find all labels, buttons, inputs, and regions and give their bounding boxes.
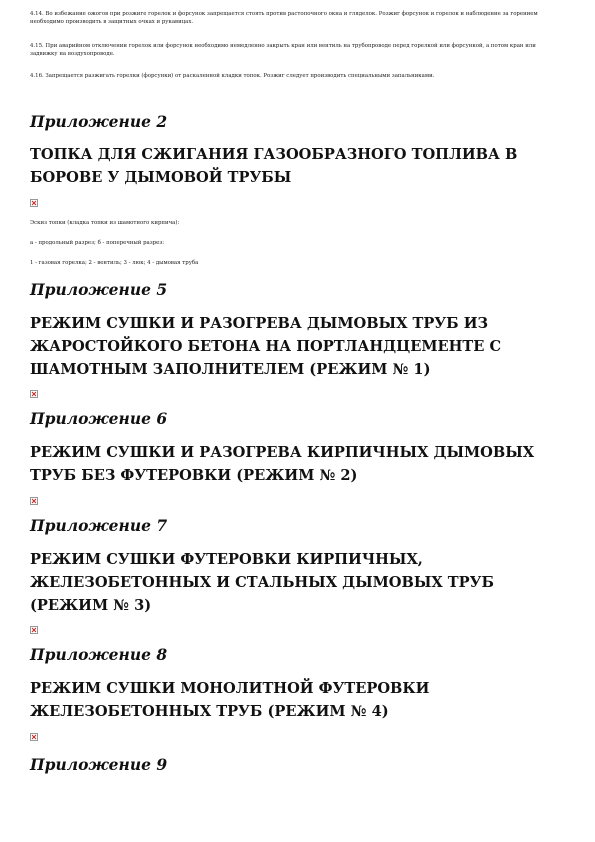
appendix-2-label: Приложение 2 [30, 112, 168, 131]
appendix-7-title: РЕЖИМ СУШКИ ФУТЕРОВКИ КИРПИЧНЫХ, ЖЕЛЕЗОБЕТОННЫХ И СТАЛЬНЫХ ДЫМОВЫХ ТРУБ (РЕЖИМ № 3) [30, 551, 494, 614]
paragraph-4-14: 4.14. Во избежание ожогов при розжиге горелок и форсунок запрещается стоять против растопочного окна и гляделок. Розжиг форсунок и горелок и наблюдение за горением необходимо производить в защитных очках и рукавицах. [30, 11, 538, 25]
appendix-2-title: ТОПКА ДЛЯ СЖИГАНИЯ ГАЗООБРАЗНОГО ТОПЛИВА В БОРОВЕ У ДЫМОВОЙ ТРУБЫ [30, 146, 518, 186]
appendix-6-title: РЕЖИМ СУШКИ И РАЗОГРЕВА КИРПИЧНЫХ ДЫМОВЫХ ТРУБ БЕЗ ФУТЕРОВКИ (РЕЖИМ № 2) [30, 444, 535, 484]
appendix-5-label: Приложение 5 [30, 280, 168, 299]
figure-caption: Эскиз топки (кладка топки из шамотного кирпича): [30, 220, 180, 226]
paragraph-4-15: 4.15. При аварийном отключении горелок или форсунок необходимо немедленно закрыть кран или вентиль на трубопроводе перед горелкой или форсункой, а потом кран или задвижку на воздухопроводе. [30, 43, 536, 57]
figure-caption-legend: 1 - газовая горелка; 2 - вентиль; 3 - люк; 4 - дымовая труба [30, 260, 199, 266]
broken-image-icon [30, 199, 38, 207]
appendix-8-label: Приложение 8 [30, 645, 168, 664]
broken-image-icon [30, 390, 38, 398]
appendix-7-label: Приложение 7 [30, 516, 168, 535]
broken-image-icon [30, 733, 38, 741]
appendix-5-title: РЕЖИМ СУШКИ И РАЗОГРЕВА ДЫМОВЫХ ТРУБ ИЗ ЖАРОСТОЙКОГО БЕТОНА НА ПОРТЛАНДЦЕМЕНТЕ С ШАМОТНЫМ ЗАПОЛНИТЕЛЕМ (РЕЖИМ № 1) [30, 315, 502, 378]
figure-caption-sections: а - продольный разрез; б - поперечный разрез: [30, 240, 165, 246]
appendix-8-title: РЕЖИМ СУШКИ МОНОЛИТНОЙ ФУТЕРОВКИ ЖЕЛЕЗОБЕТОННЫХ ТРУБ (РЕЖИМ № 4) [30, 680, 430, 720]
paragraph-4-16: 4.16. Запрещается разжигать горелки (форсунки) от раскаленной кладки топок. Розжиг следует производить специальными запальниками. [30, 73, 435, 79]
broken-image-icon [30, 497, 38, 505]
appendix-9-label: Приложение 9 [30, 755, 168, 774]
broken-image-icon [30, 626, 38, 634]
appendix-6-label: Приложение 6 [30, 409, 168, 428]
